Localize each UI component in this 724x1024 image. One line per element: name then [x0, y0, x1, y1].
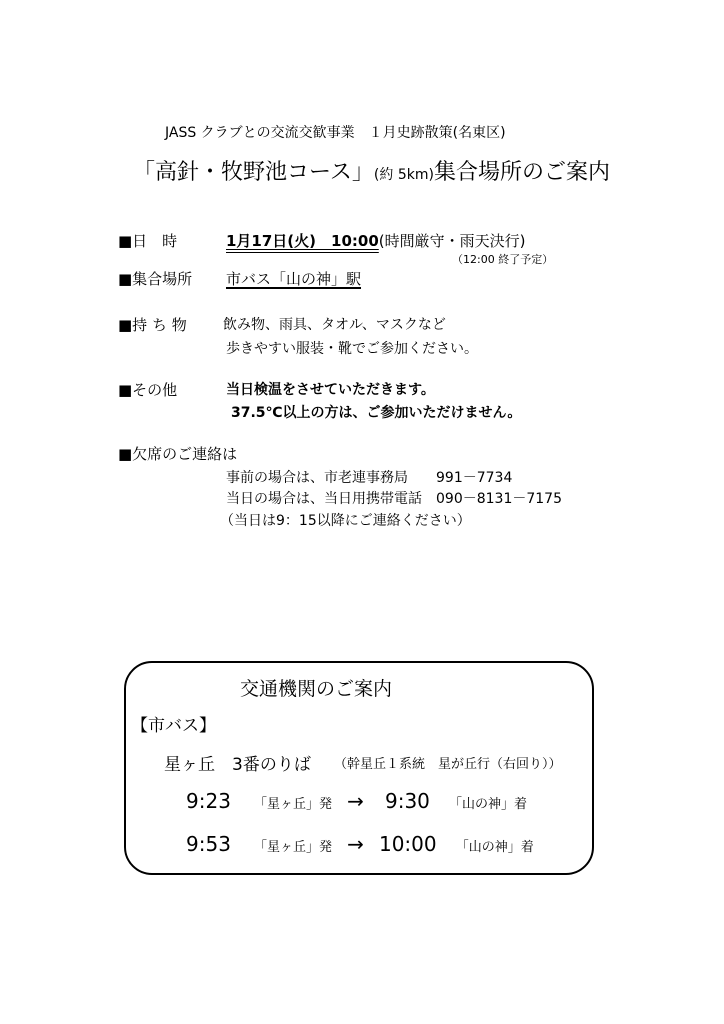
arrival-time: 9:30: [384, 789, 430, 813]
arrival-stop: 「山の神」着: [449, 797, 528, 812]
departure-stop: 「星ヶ丘」発: [254, 840, 333, 855]
departure-time: 9:53: [186, 832, 231, 856]
place-label: ■集合場所: [118, 270, 193, 288]
items-label: ■持 ち 物: [118, 316, 187, 334]
datetime-value: 1月17日(火) 10:00: [226, 232, 379, 250]
datetime-label: ■日 時: [118, 232, 178, 250]
items-line-1: 飲み物、雨具、タオル、マスクなど: [223, 317, 446, 333]
bus-route-note: （幹星丘１系統 星が丘行（右回り））: [334, 757, 562, 772]
title-tail: 集合場所のご案内: [433, 160, 610, 185]
items-line-2: 歩きやすい服装・靴でご参加ください。: [226, 341, 478, 357]
arrow-icon: →: [347, 789, 364, 813]
departure-time: 9:23: [186, 789, 231, 813]
datetime-row: [226, 230, 526, 251]
departure-stop: 「星ヶ丘」発: [254, 797, 333, 812]
other-line-1: 当日検温をさせていただきます。: [226, 382, 435, 398]
title-distance: (約 5km): [373, 167, 434, 183]
transport-section: 【市バス】: [131, 716, 216, 736]
absence-line-1: 事前の場合は、市老連事務局 991－7734: [226, 470, 513, 486]
arrow-icon: →: [347, 832, 364, 856]
other-line-2: 37.5℃以上の方は、ご参加いただけません。: [231, 405, 522, 421]
timetable-row: [186, 832, 534, 856]
timetable-row: [186, 789, 527, 813]
absence-line-3: （当日は9：15以降にご連絡ください）: [220, 513, 471, 529]
other-label: ■その他: [118, 381, 178, 399]
bus-stop: 星ヶ丘 3番のりば: [164, 755, 311, 775]
place-value: 市バス「山の神」駅: [226, 270, 362, 288]
title-course: 「高針・牧野池コース」: [133, 160, 374, 185]
transport-title: 交通機関のご案内: [240, 678, 393, 700]
end-time-note: （12:00 終了予定）: [452, 253, 554, 266]
datetime-note: (時間厳守・雨天決行): [378, 232, 526, 250]
arrival-stop: 「山の神」着: [455, 840, 534, 855]
absence-line-2: 当日の場合は、当日用携帯電話 090－8131－7175: [226, 491, 562, 507]
arrival-time: 10:00: [378, 832, 437, 856]
page-title: [133, 155, 610, 186]
event-subtitle: JASS クラブとの交流交歓事業 １月史跡散策(名東区): [165, 125, 506, 141]
absence-label: ■欠席のご連絡は: [118, 445, 238, 463]
